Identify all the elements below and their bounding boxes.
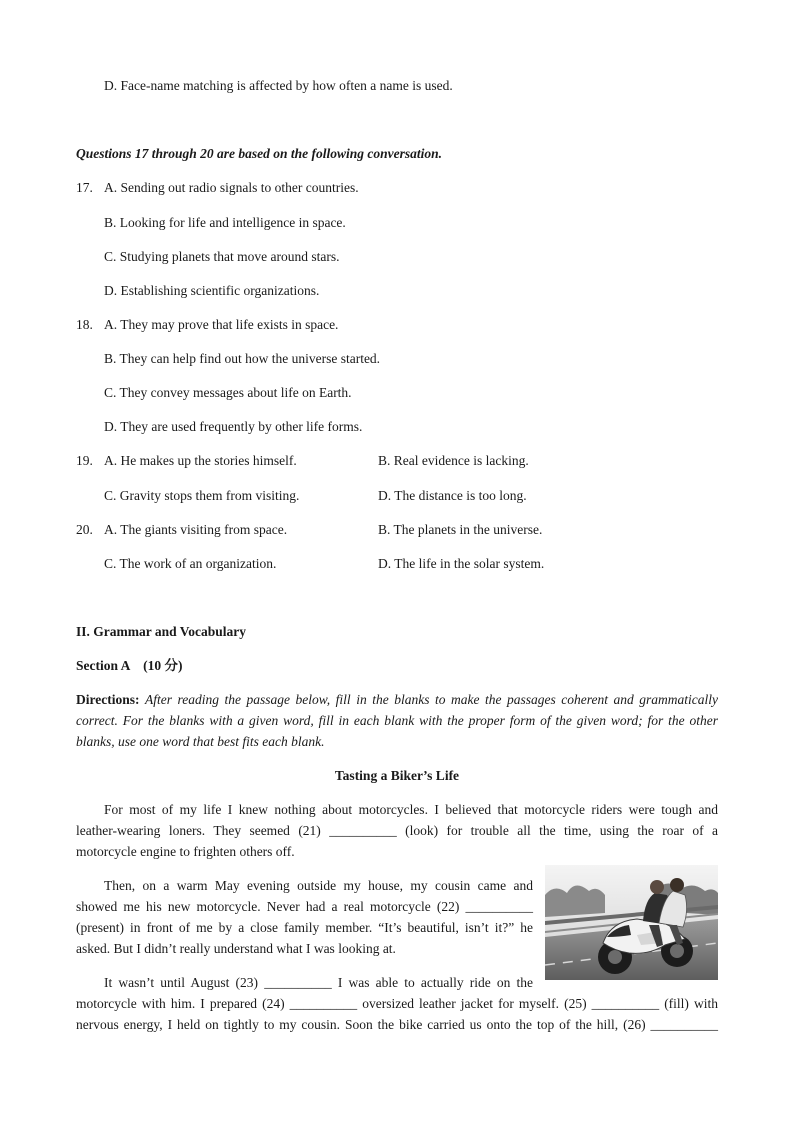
passage-title: Tasting a Biker’s Life: [334, 768, 460, 783]
directions-line-2: correct. For the blanks with a given word, fill in each blank with the proper form of the given word; for the other: [76, 713, 718, 728]
q20-number: 20.: [76, 522, 93, 537]
directions-line-3: blanks, use one word that best fits each blank.: [76, 734, 325, 749]
directions-text-1: After reading the passage below, fill in the blanks to make the passages coherent and grammatically: [145, 692, 718, 707]
q19-option-b: B. Real evidence is lacking.: [378, 453, 529, 468]
q19-option-d: D. The distance is too long.: [378, 488, 527, 503]
q20-option-b: B. The planets in the universe.: [378, 522, 543, 537]
directions-line-1: [76, 692, 718, 708]
part2-heading: II. Grammar and Vocabulary: [76, 624, 247, 639]
q17-option-c: C. Studying planets that move around stars.: [104, 249, 340, 264]
q16-option-d: D. Face-name matching is affected by how often a name is used.: [104, 78, 453, 93]
q20-option-d: D. The life in the solar system.: [378, 556, 545, 571]
q19-number: 19.: [76, 453, 93, 468]
q18-option-a: A. They may prove that life exists in space.: [104, 317, 339, 332]
section-a-heading: Section A (10 分): [76, 658, 183, 673]
conversation-heading: Questions 17 through 20 are based on the following conversation.: [76, 146, 443, 161]
q17-option-d: D. Establishing scientific organizations.: [104, 283, 320, 298]
q19-option-a: A. He makes up the stories himself.: [104, 453, 297, 468]
directions-label: Directions:: [76, 692, 140, 707]
passage-p2-line-3: (present) in front of me by a close family member. “It’s beautiful, isn’t it?” he: [76, 920, 533, 935]
q18-option-c: C. They convey messages about life on Earth.: [104, 385, 352, 400]
passage-p2-line-2: showed me his new motorcycle. Never had a real motorcycle (22) __________: [76, 899, 533, 914]
q18-number: 18.: [76, 317, 93, 332]
passage-p2-line-1: Then, on a warm May evening outside my house, my cousin came and: [104, 878, 533, 893]
motorcycle-riders-illustration: [545, 865, 718, 980]
q19-option-c: C. Gravity stops them from visiting.: [104, 488, 300, 503]
passage-p1-line-3: motorcycle engine to frighten others off.: [76, 844, 295, 859]
passage-p3-line-1: It wasn’t until August (23) __________ I was able to actually ride on the: [104, 975, 533, 990]
passage-p3-line-2: motorcycle with him. I prepared (24) __________ oversized leather jacket for myself. (25) __________ (fill) with: [76, 996, 718, 1011]
q18-option-b: B. They can help find out how the universe started.: [104, 351, 381, 366]
q18-option-d: D. They are used frequently by other life forms.: [104, 419, 363, 434]
passage-p2-line-4: asked. But I didn’t really understand what I was looking at.: [76, 941, 396, 956]
q20-option-a: A. The giants visiting from space.: [104, 522, 288, 537]
motorcycle-photo: [545, 865, 718, 980]
passage-p1-line-2: leather-wearing loners. They seemed (21) __________ (look) for trouble all the time, using the roar of a: [76, 823, 718, 838]
passage-p3-line-3: nervous energy, I held on tightly to my cousin. Soon the bike carried us onto the top of the hill, (26) __________: [76, 1017, 718, 1032]
passage-p1-line-1: For most of my life I knew nothing about motorcycles. I believed that motorcycle riders were tough and: [104, 802, 718, 817]
q17-number: 17.: [76, 180, 93, 195]
q17-option-a: A. Sending out radio signals to other countries.: [104, 180, 359, 195]
q20-option-c: C. The work of an organization.: [104, 556, 277, 571]
q17-option-b: B. Looking for life and intelligence in space.: [104, 215, 346, 230]
